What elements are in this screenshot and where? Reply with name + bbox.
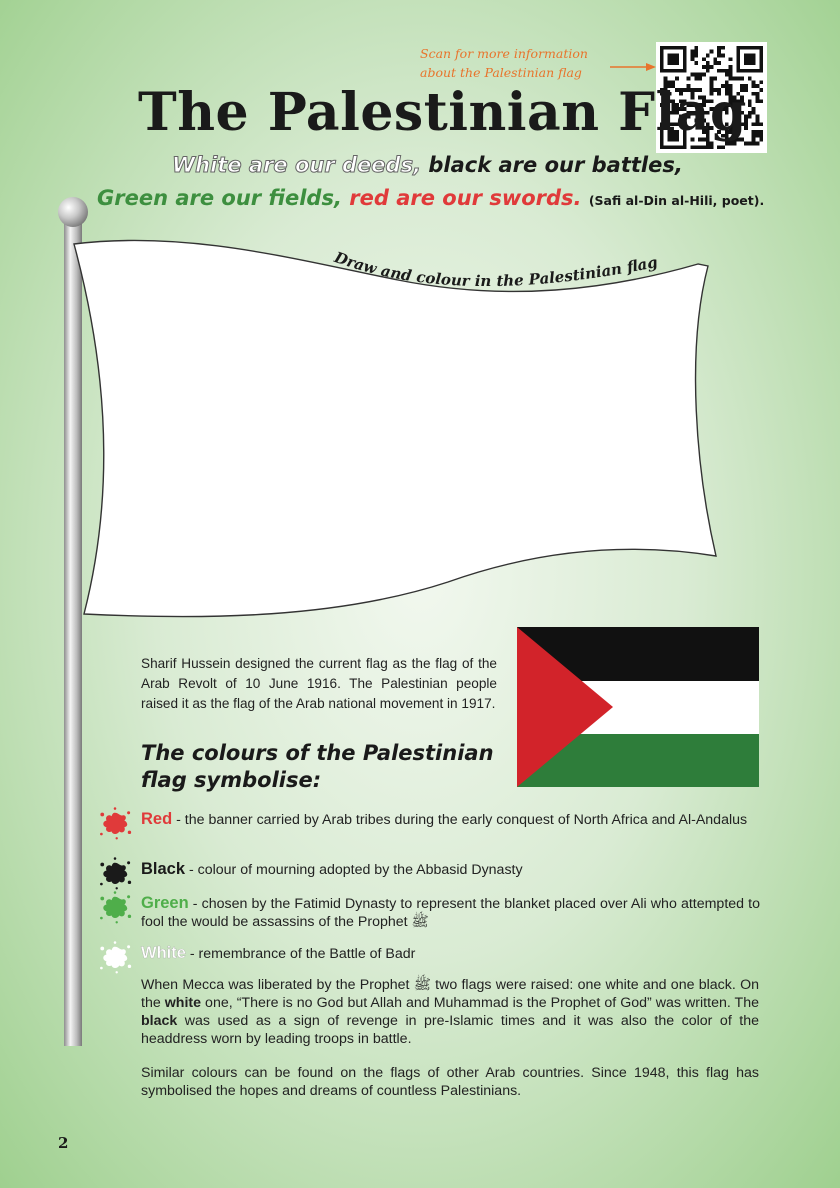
colour-name-black: Black — [141, 860, 186, 878]
symbolise-heading — [141, 740, 501, 794]
flag-drawing-prompt-text: Draw and colour in the Palestinian flag — [332, 248, 660, 291]
poem-citation: (Safi al-Din al-Hili, poet). — [588, 193, 765, 208]
poem-red-phrase: red are our swords. — [341, 186, 582, 210]
colour-item-red — [98, 810, 760, 829]
palestinian-flag-image — [517, 627, 759, 787]
symbolise-heading-line2: flag symbolise: — [141, 768, 322, 792]
mecca-text-1: When Mecca was liberated by the Prophet ﷺ two flags were raised: one white and one black. On the — [141, 977, 759, 1011]
poem-black-phrase: black are our battles, — [421, 153, 683, 177]
page-number: 2 — [58, 1134, 69, 1152]
qr-note-line1: Scan for more information — [420, 46, 588, 61]
paint-splat-icon — [98, 806, 132, 840]
paint-splat-icon — [98, 940, 132, 974]
poem-white-phrase: White are our deeds, — [172, 153, 422, 177]
intro-paragraph: Sharif Hussein designed the current flag as the flag of the Arab Revolt of 10 June 1916. The Palestinian people raised it as the flag of the Arab national movement in 1917. — [141, 656, 497, 711]
qr-note — [420, 44, 620, 82]
colour-desc-green: - chosen by the Fatimid Dynasty to represent the blanket placed over Ali who attempted to fool the would be assassins of the Prophet ﷺ — [141, 896, 760, 930]
colour-name-red: Red — [141, 810, 173, 828]
colour-item-green — [98, 894, 760, 931]
mecca-white-word: white — [164, 995, 202, 1011]
closing-paragraph: Similar colours can be found on the flags of other Arab countries. Since 1948, this flag has symbolised the hopes and dreams of countless Palestinians. — [141, 1065, 759, 1099]
blank-flag-drawing-area[interactable] — [68, 220, 788, 640]
paint-splat-icon — [98, 890, 132, 924]
colour-desc-red: - the banner carried by Arab tribes during the early conquest of North Africa and Al-Andalus — [172, 812, 748, 828]
colour-item-white — [98, 944, 760, 963]
page-title: The Palestinian Flag — [138, 82, 747, 143]
poem-green-phrase: Green are our fields, — [97, 186, 342, 210]
symbolise-heading-line1: The colours of the Palestinian — [141, 741, 494, 765]
mecca-paragraph — [141, 976, 759, 1048]
arrow-right-icon — [610, 62, 656, 72]
mecca-text-3: was used as a sign of revenge in pre-Islamic times and it was also the color of the headdress worn by leading troops in battle. — [141, 1013, 759, 1047]
colour-name-white: White — [141, 944, 186, 962]
qr-note-line2: about the Palestinian flag — [420, 65, 582, 80]
colour-desc-white: - remembrance of the Battle of Badr — [185, 946, 416, 962]
mecca-black-word: black — [141, 1013, 178, 1029]
poem-line-1 — [172, 153, 683, 177]
colour-item-black — [98, 860, 760, 879]
colour-name-green: Green — [141, 894, 189, 912]
poem-line-2 — [97, 186, 764, 210]
colour-desc-black: - colour of mourning adopted by the Abbasid Dynasty — [185, 862, 523, 878]
mecca-text-2: one, “There is no God but Allah and Muhammad is the Prophet of God” was written. The — [201, 995, 760, 1011]
paint-splat-icon — [98, 856, 132, 890]
